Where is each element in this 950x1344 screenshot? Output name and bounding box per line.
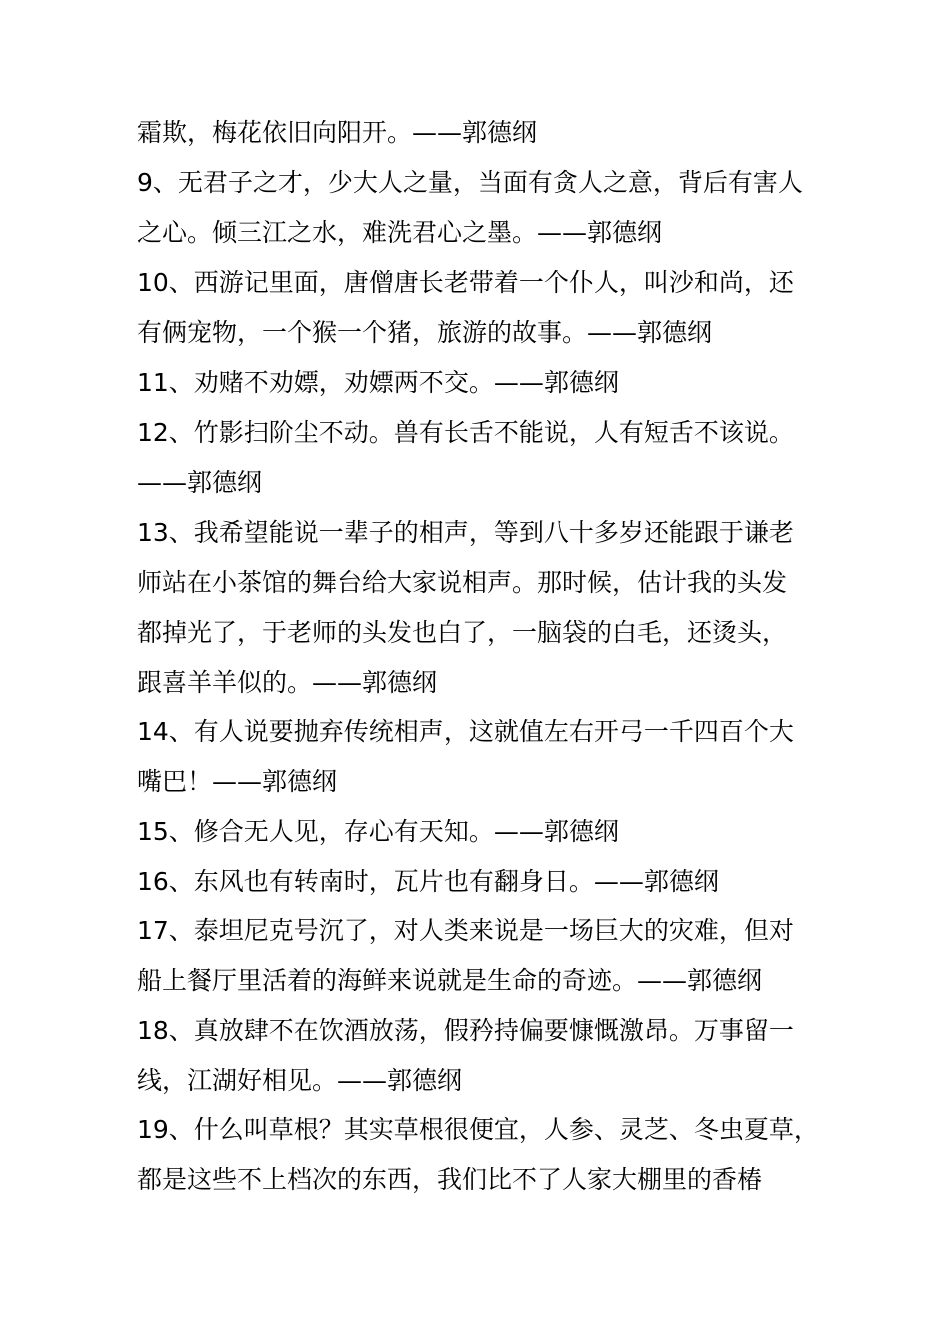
text-line: ——郭德纲: [137, 468, 263, 497]
text-line: 师站在小茶馆的舞台给大家说相声。那时候，估计我的头发: [137, 568, 788, 597]
text-line: 之心。倾三江之水，难洗君心之墨。——郭德纲: [137, 218, 663, 247]
text-line: 16、东风也有转南时，瓦片也有翻身日。——郭德纲: [137, 867, 719, 896]
text-line: 有俩宠物，一个猴一个猪，旅游的故事。——郭德纲: [137, 318, 713, 347]
text-line: 霜欺，梅花依旧向阳开。——郭德纲: [137, 118, 538, 147]
text-line: 都掉光了，于老师的头发也白了，一脑袋的白毛，还烫头，: [137, 618, 788, 647]
text-line: 跟喜羊羊似的。——郭德纲: [137, 668, 438, 697]
text-line: 船上餐厅里活着的海鲜来说就是生命的奇迹。——郭德纲: [137, 966, 763, 995]
text-line: 18、真放肆不在饮酒放荡，假矜持偏要慷慨激昂。万事留一: [137, 1016, 794, 1045]
text-line: 12、竹影扫阶尘不动。兽有长舌不能说，人有短舌不该说。: [137, 418, 794, 447]
text-line: 17、泰坦尼克号沉了，对人类来说是一场巨大的灾难，但对: [137, 916, 794, 945]
text-line: 15、修合无人见，存心有天知。——郭德纲: [137, 817, 619, 846]
text-line: 嘴巴！——郭德纲: [137, 767, 338, 796]
text-line: 14、有人说要抛弃传统相声，这就值左右开弓一千四百个大: [137, 717, 794, 746]
text-line: 都是这些不上档次的东西，我们比不了人家大棚里的香椿: [137, 1165, 763, 1194]
text-line: 线，江湖好相见。——郭德纲: [137, 1066, 463, 1095]
text-line: 13、我希望能说一辈子的相声，等到八十多岁还能跟于谦老: [137, 518, 794, 547]
text-line: 9、无君子之才，少大人之量，当面有贪人之意，背后有害人: [137, 168, 803, 197]
text-line: 11、劝赌不劝嫖，劝嫖两不交。——郭德纲: [137, 368, 619, 397]
text-line: 19、什么叫草根？其实草根很便宜，人参、灵芝、冬虫夏草，: [137, 1115, 819, 1144]
text-line: 10、西游记里面，唐僧唐长老带着一个仆人，叫沙和尚，还: [137, 268, 794, 297]
